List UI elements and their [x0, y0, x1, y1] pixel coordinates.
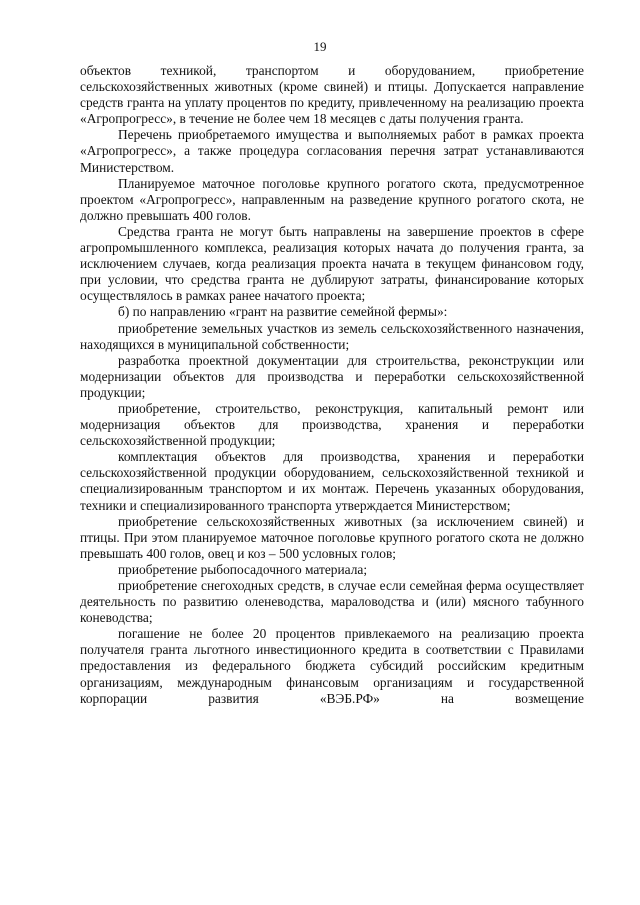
paragraph: погашение не более 20 процентов привлекаемого на реализацию проекта получателя гранта льготного инвестиционного кредита в соответствии с Правилами предоставления из федерального бюджета субсидий российским кредитным организациям, международным финансовым организациям и государственной корпорации развития «ВЭБ.РФ» на возмещение — [80, 626, 584, 706]
paragraph: Средства гранта не могут быть направлены на завершение проектов в сфере агропромышленного комплекса, реализация которых начата до получения гранта, за исключением случаев, когда реализация проекта начата в текущем финансовом году, при условии, что средства гранта не дублируют затраты, финансирование которых осуществлялось в рамках ранее начатого проекта; — [80, 223, 584, 304]
document-body — [80, 63, 584, 707]
paragraph: разработка проектной документации для строительства, реконструкции или модернизации объектов для производства и переработки сельскохозяйственной продукции; — [80, 352, 584, 400]
paragraph: б) по направлению «грант на развитие семейной фермы»: — [118, 304, 448, 320]
paragraph: Перечень приобретаемого имущества и выполняемых работ в рамках проекта «Агропрогресс», а также процедура согласования перечня затрат устанавливаются Министерством. — [80, 127, 584, 175]
paragraph: приобретение, строительство, реконструкция, капитальный ремонт или модернизация объектов для производства, хранения и переработки сельскохозяйственной продукции; — [80, 400, 584, 449]
paragraph: приобретение снегоходных средств, в случае если семейная ферма осуществляет деятельность по развитию оленеводства, мараловодства и (или) мясного табунного коневодства; — [80, 578, 584, 626]
paragraph: приобретение рыбопосадочного материала; — [118, 561, 368, 577]
paragraph: комплектация объектов для производства, хранения и переработки сельскохозяйственной продукции оборудованием, сельскохозяйственной техникой и специализированным транспортом и их монтаж. Перечень указанных оборудования, техники и специализированного транспорта утверждается Министерством; — [80, 449, 584, 513]
paragraph: приобретение сельскохозяйственных животных (за исключением свиней) и птицы. При этом планируемое маточное поголовье крупного рогатого скота не должно превышать 400 голов, овец и коз – 500 условных голов; — [80, 513, 584, 561]
paragraph: приобретение земельных участков из земель сельскохозяйственного назначения, находящихся в муниципальной собственности; — [80, 320, 584, 352]
paragraph: Планируемое маточное поголовье крупного рогатого скота, предусмотренное проектом «Агропрогресс», направленным на разведение крупного рогатого скота, не должно превышать 400 голов. — [80, 175, 584, 223]
paragraph: объектов техникой, транспортом и оборудованием, приобретение сельскохозяйственных животных (кроме свиней) и птицы. Допускается направление средств гранта на уплату процентов по кредиту, привлеченному на реализацию проекта «Агропрогресс», в течение не более чем 18 месяцев с даты получения гранта. — [80, 63, 584, 127]
page-number: 19 — [313, 39, 327, 54]
